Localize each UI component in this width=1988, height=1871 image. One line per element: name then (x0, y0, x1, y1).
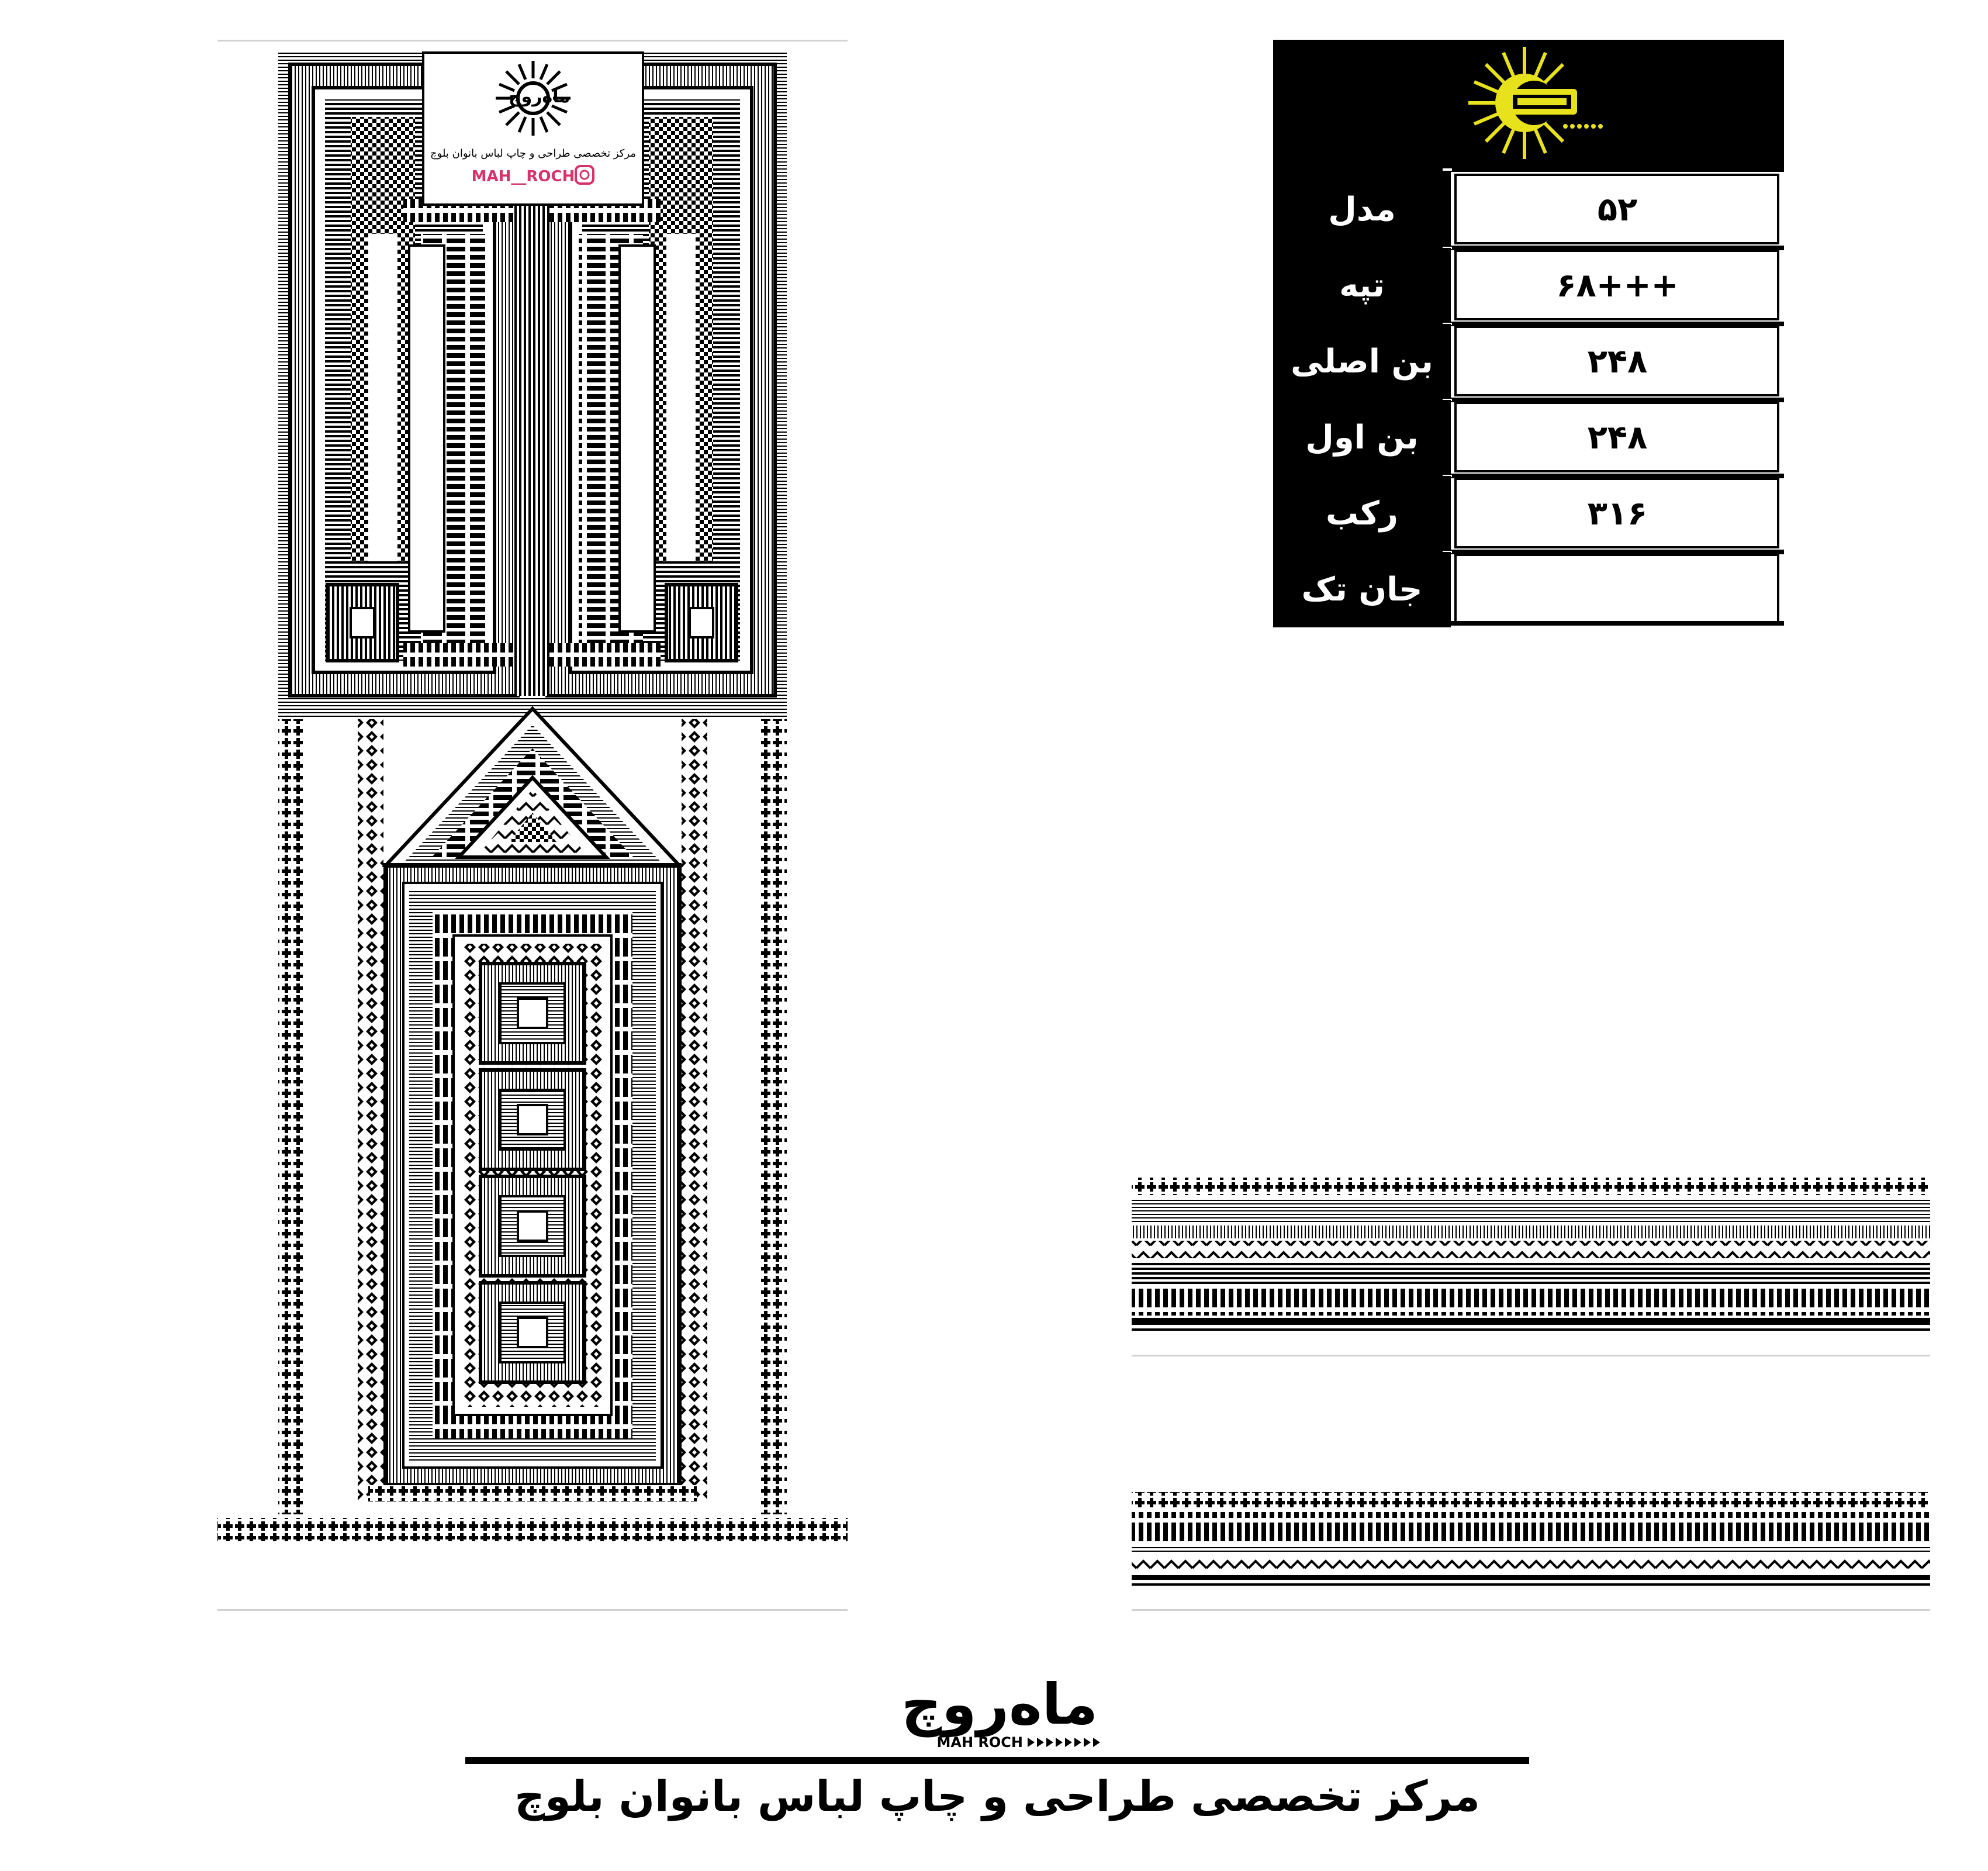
spec-divider (1273, 167, 1784, 172)
spec-label: رکب (1273, 476, 1451, 551)
hem-strip (217, 1518, 848, 1541)
spec-row-model (1273, 172, 1784, 247)
chest-panel (368, 709, 697, 1501)
spec-row-jan-tak (1273, 552, 1784, 627)
footer-wordmark-latin: MAH ROCH (936, 1734, 1023, 1751)
collar-instagram-handle: MAH__ROCH (471, 168, 575, 185)
brand-wordmark (877, 1672, 1122, 1754)
spec-label: جان تک (1273, 552, 1451, 627)
spec-value: ۵۲ (1597, 191, 1638, 229)
arrow-chevrons-icon (1028, 1738, 1100, 1747)
spec-value: ۲۴۸ (1587, 343, 1648, 381)
spec-value: ۶۸+++ (1556, 267, 1679, 305)
footer-rule (465, 1757, 1529, 1764)
spec-value: ۲۴۸ (1587, 419, 1648, 457)
spec-row-tape (1273, 248, 1784, 323)
footer-tagline: مرکز تخصصی طراحی و چاپ لباس بانوان بلوچ (514, 1772, 1480, 1821)
collar-slogan: مرکز تخصصی طراحی و چاپ لباس بانوان بلوچ (430, 147, 636, 160)
spec-label: تپه (1273, 248, 1451, 323)
spec-value: ۳۱۶ (1587, 495, 1648, 533)
spec-label: مدل (1273, 172, 1451, 247)
sleeve-border-top (1132, 1178, 1930, 1331)
footer-wordmark: ماه‌روچ (901, 1672, 1098, 1737)
spec-header (1273, 40, 1784, 170)
spec-label: بن اول (1273, 400, 1451, 475)
spec-row-stirrup (1273, 476, 1784, 551)
spec-label: بن اصلی (1273, 324, 1451, 399)
spec-divider (1273, 621, 1784, 626)
spec-value (1451, 552, 1784, 627)
sun-crescent-logo-icon (1273, 40, 1784, 170)
spec-table (1273, 40, 1784, 626)
collar-logo-text: ماه‌روچ (509, 87, 571, 107)
sleeve-border-bottom (1132, 1492, 1930, 1586)
spec-row-main-base (1273, 324, 1784, 399)
spec-row-first-base (1273, 400, 1784, 475)
